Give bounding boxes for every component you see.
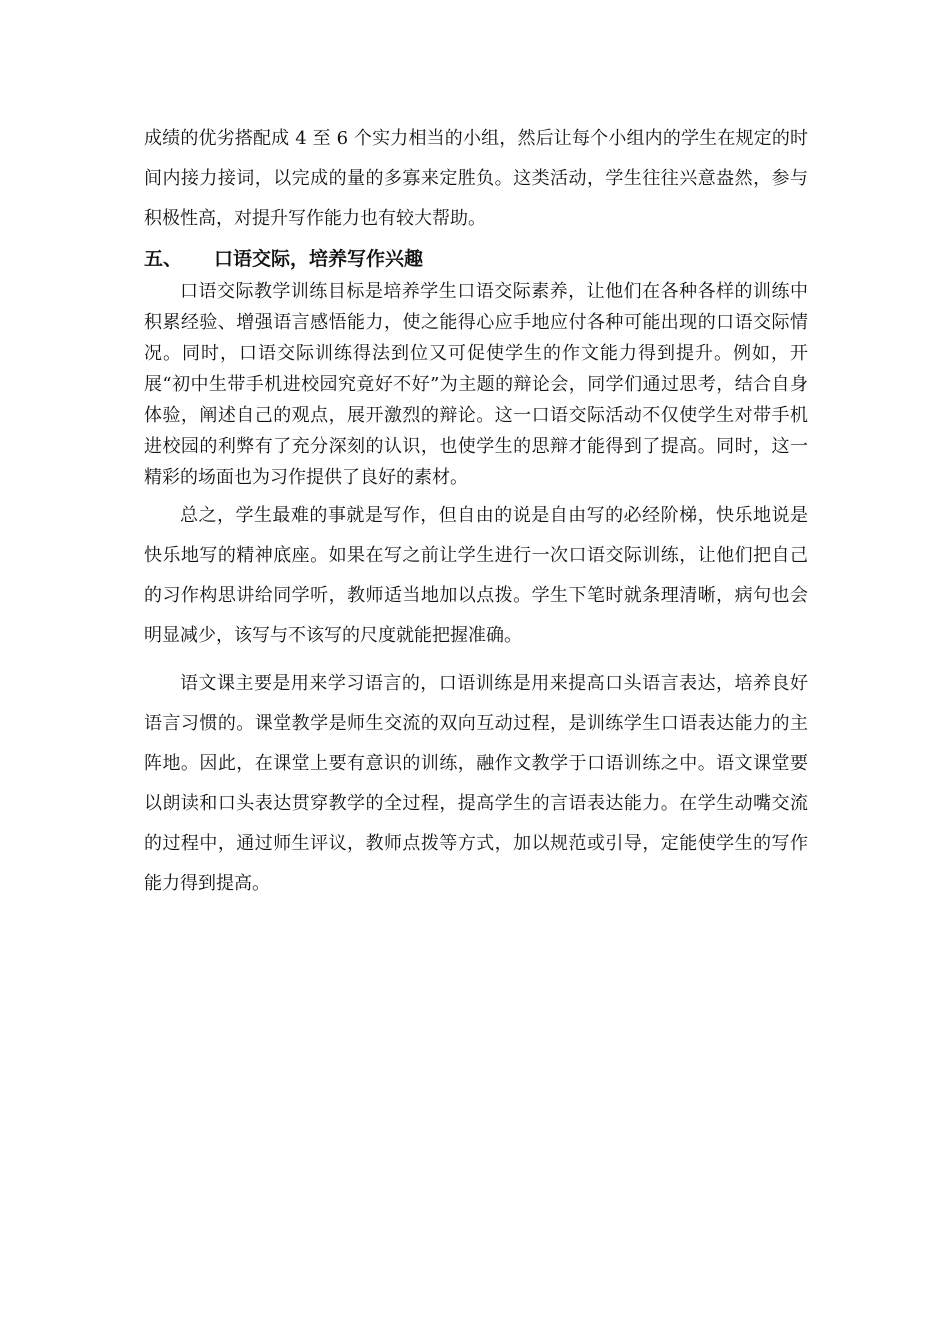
section-number: 五、	[144, 248, 183, 270]
paragraph-summary: 总之，学生最难的事就是写作，但自由的说是自由写的必经阶梯，快乐地说是快乐地写的精神底座。如果在写之前让学生进行一次口语交际训练，让他们把自己的习作构思讲给同学听，教师适当地加以点拨。学生下笔时就条理清晰，病句也会明显减少，该写与不该写的尺度就能把握准确。	[144, 505, 808, 646]
paragraph-continued: 成绩的优劣搭配成 4 至 6 个实力相当的小组，然后让每个小组内的学生在规定的时间内接力接词，以完成的量的多寡来定胜负。这类活动，学生往往兴意盎然，参与积极性高，对提升写作能力也有较大帮助。	[144, 128, 808, 229]
section-heading-five	[144, 242, 808, 276]
section-title: 口语交际，培养写作兴趣	[214, 248, 424, 270]
document-body	[144, 119, 808, 904]
paragraph-oral-communication: 口语交际教学训练目标是培养学生口语交际素养，让他们在各种各样的训练中积累经验、增强语言感悟能力，使之能得心应手地应付各种可能出现的口语交际情况。同时，口语交际训练得法到位又可促使学生的作文能力得到提升。例如，开展“初中生带手机进校园究竟好不好”为主题的辩论会，同学们通过思考，结合自身体验，阐述自己的观点，展开激烈的辩论。这一口语交际活动不仅使学生对带手机进校园的利弊有了充分深刻的认识，也使学生的思辩才能得到了提高。同时，这一精彩的场面也为习作提供了良好的素材。	[144, 281, 808, 488]
paragraph-chinese-class: 语文课主要是用来学习语言的，口语训练是用来提高口头语言表达，培养良好语言习惯的。课堂教学是师生交流的双向互动过程，是训练学生口语表达能力的主阵地。因此，在课堂上要有意识的训练，融作文教学于口语训练之中。语文课堂要以朗读和口头表达贯穿教学的全过程，提高学生的言语表达能力。在学生动嘴交流的过程中，通过师生评议，教师点拨等方式，加以规范或引导，定能使学生的写作能力得到提高。	[144, 673, 808, 894]
